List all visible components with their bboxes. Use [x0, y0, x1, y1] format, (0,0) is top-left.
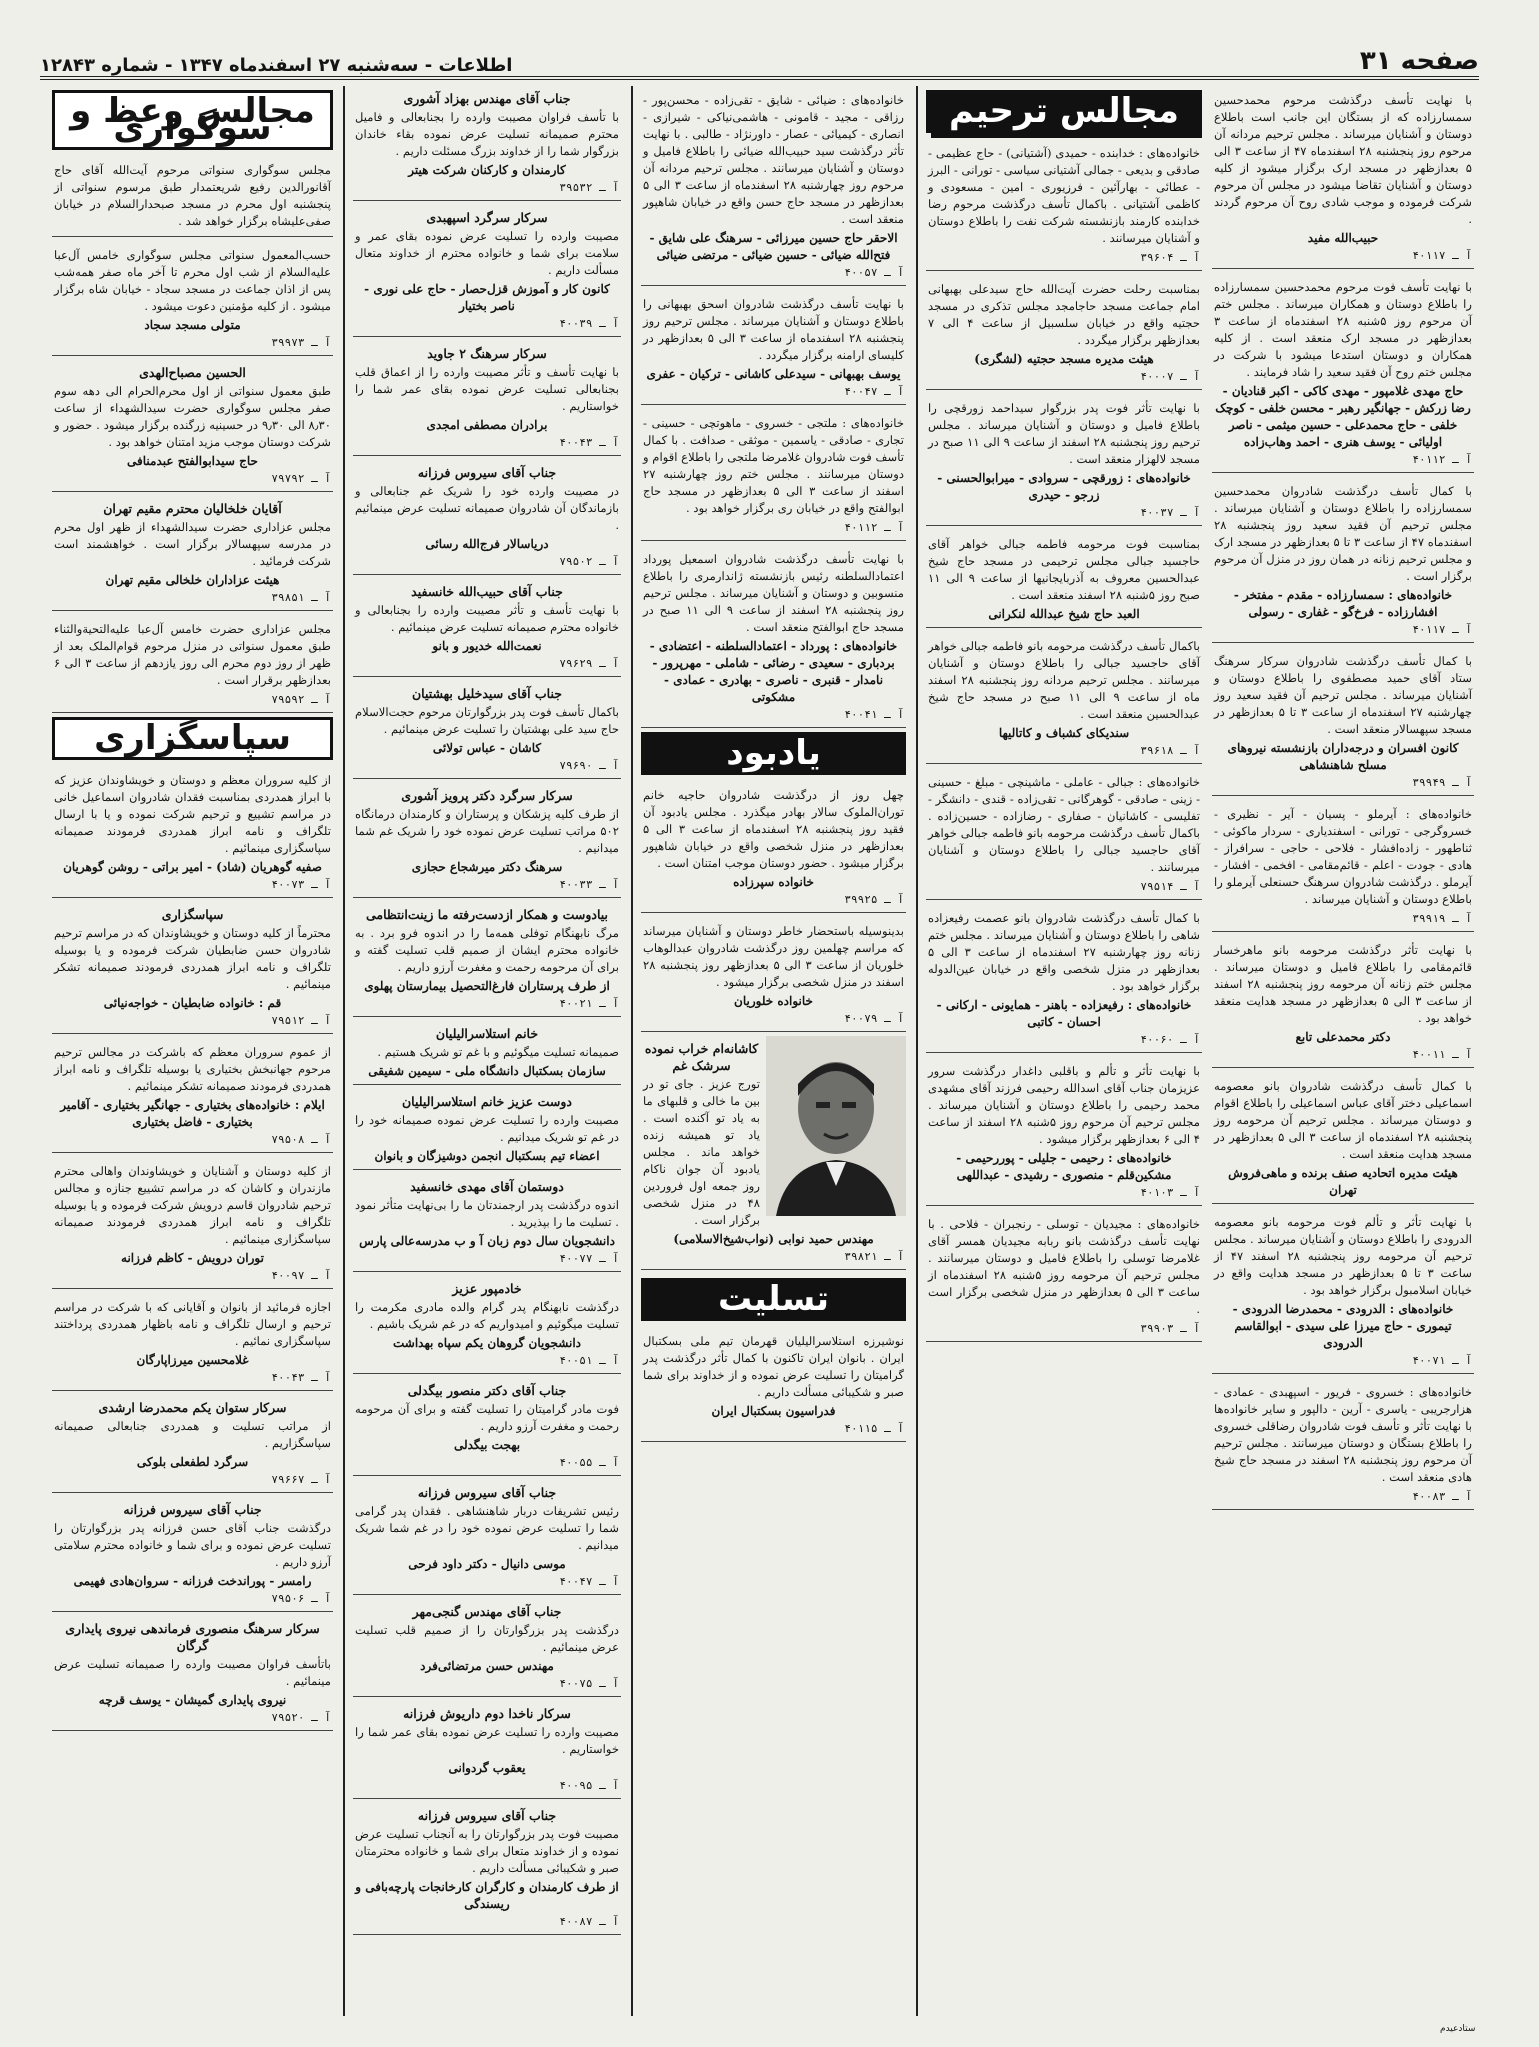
notice-body: با کمال تأسف درگذشت شادروان بانو معصومه اسماعیلی دختر آقای عباس اسماعیلی را باطلاع اقوام و دوستان میرساند . مجلس ترحیم آن مرحومه روز پنجشنبه ۲۸ اسفندماه از ساعت ۳ الی ۵ بعدازظهر در مسجد هدایت منعقد است . [1214, 1079, 1473, 1161]
section-banner-yadbud: یادبود [641, 732, 906, 775]
notice [52, 1497, 333, 1612]
notice-signature: صفیه گوهریان (شاد) - امیر براتی - روشن گوهریان [63, 860, 322, 874]
notice-code: آ ـ ۴۰۰۴۷ [844, 385, 904, 398]
notice [353, 205, 621, 337]
notice-title: دوستمان آقای مهدی خانسفید [410, 1179, 564, 1194]
notice-body: با نهایت تأسف درگذشت شادروان اسحق بهبهانی را باطلاع دوستان و آشنایان میرساند . مجلس ترحیم روز پنجشنبه ۲۸ اسفندماه از ساعت ۳ الی ۵ بعدازظهر در کلیسای ارامنه برگزار میگردد . [643, 297, 905, 362]
notice-code: آ ـ ۴۰۰۳۷ [1140, 506, 1200, 519]
column-4 [353, 86, 621, 2016]
notice [1212, 1072, 1474, 1204]
notice-title: کاشانه‌ام خراب نموده سرشک غم [644, 1041, 759, 1073]
notice-code: آ ـ ۳۹۵۳۲ [559, 181, 619, 194]
notice-signature: العبد حاج شیخ عبدالله لنکرانی [988, 607, 1140, 621]
notice-title: بیادوست و همکار ازدست‌رفته ما زینت‌انتظامی [365, 907, 609, 922]
memorial-portrait [766, 1036, 906, 1216]
notice [353, 86, 621, 201]
notice-signature: کانون افسران و درجه‌داران بازنشسته نیروهای مسلح شاهنشاهی [1227, 741, 1459, 772]
notice-signature: از طرف پرستاران فارغ‌التحصیل بیمارستان پهلوی [364, 979, 610, 993]
notice [52, 156, 333, 237]
notice-signature: فدراسیون بسکتبال ایران [711, 1404, 836, 1418]
notice-signature: هیئت مدیره اتحادیه صنف برنده و ماهی‌فروش تهران [1228, 1166, 1458, 1197]
notice [926, 139, 1202, 271]
notice-body: حسب‌المعمول سنواتی مجلس سوگواری خامس آل‌عبا علیه‌السلام از شب اول محرم تا آخر ماه صفر همه‌شب پس از اذان جماعت در مسجد سجاد - خیابان شاه برگزار میشود . از کلیه مؤمنین دعوت میشود . [54, 248, 331, 313]
notice [353, 1803, 621, 1935]
column-rule [343, 86, 345, 2016]
notice-signature: سازمان بسکتبال دانشگاه ملی - سیمین شفیقی [368, 1064, 606, 1078]
notice [353, 1378, 621, 1476]
notice-code: آ ـ ۴۰۰۶۰ [1140, 1033, 1200, 1046]
notice-title: الحسین مصباح‌الهدی [139, 365, 246, 380]
notice [353, 1480, 621, 1595]
notice-code: آ ـ ۴۰۰۳۳ [559, 878, 619, 891]
notice-body: با نهایت تأثر و تألم و باقلبی داغدار درگذشت سرور عزیزمان جناب آقای اسدالله رحیمی فرزند آقای مشهدی محمد رحیمی را باطلاع دوستان و آشنایان میرساند . مجلس ترحیم آن مرحوم روز ۵شنبه ۲۸ اسفند از ساعت ۴ الی ۶ بعدازظهر برگزار میشود . [928, 1064, 1201, 1146]
notice-title: سرکار سرگرد دکتر پرویز آشوری [401, 788, 573, 803]
notice-body: با نهایت تأثر و تألم فوت مرحومه بانو معصومه الدرودی را باطلاع دوستان و آشنایان میرساند . مجلس ترحیم آن مرحومه روز پنجشنبه ۲۸ اسفند ۴۷ از ساعت ۳ تا ۵ بعدازظهر در مسجد هدایت واقع در خیابان اسلامبول برگزار خواهد بود . [1214, 1215, 1473, 1297]
notice-signature: خانواده‌های : سمسارزاده - مقدم - مفتخر - افشارزاده - فرخ‌گو - غفاری - رسولی [1233, 588, 1453, 619]
notice-signature: موسی دانیال - دکتر داود فرحی [408, 1557, 566, 1571]
notice-code: آ ـ ۷۹۶۲۹ [559, 657, 619, 670]
notice [52, 1157, 333, 1289]
notice [353, 1701, 621, 1799]
notice-code: آ ـ ۷۹۶۹۰ [559, 759, 619, 772]
notice-signature: یوسف بهبهانی - سیدعلی کاشانی - ترکیان - عفری [646, 367, 901, 381]
notice-title: خادمپور عزیز [452, 1281, 522, 1296]
notice [52, 496, 333, 611]
notice-title: جناب آقای سیروس فرزانه [417, 1485, 557, 1500]
column-1 [1212, 86, 1474, 2016]
column-3-notices [641, 86, 906, 728]
notice-title: سرکار سرهنگ منصوری فرماندهی نیروی پایداری گرگان [65, 1621, 320, 1653]
notice-signature: از طرف کارمندان و کارگران کارخانجات پارچه‌بافی و ریسندگی [355, 1880, 619, 1911]
notice-code: آ ـ ۴۰۰۷۵ [559, 1677, 619, 1690]
notice-title: جناب آقای مهندس گنجی‌مهر [412, 1604, 562, 1619]
notice-body: خانواده‌های : مجیدیان - توسلی - رنجبران - فلاحی . با نهایت تأسف درگذشت بانو ربابه مجیدیان همسر آقای غلامرضا توسلی را باطلاع فامیل و دوستان میرسانند . مجلس ترحیم آن مرحومه روز ۵شنبه ۲۸ اسفندماه از ساعت ۳ الی ۵ بعدازظهر در منزل شخصی برگزار است . [928, 1217, 1201, 1316]
notice [52, 241, 333, 356]
notice-signature: خانواده‌های : الدرودی - محمدرضا الدرودی - تیموری - حاج میرزا علی سیدی - ابوالقاسم الدرودی [1232, 1302, 1454, 1350]
notice-signature: توران درویش - کاظم فرزانه [121, 1251, 264, 1265]
notice-title: جناب آقای سیدخلیل بهشتیان [411, 686, 562, 701]
notice-body: اجازه فرمائید از بانوان و آقایانی که با شرکت در مراسم ترحیم و ارسال تلگراف و نامه باظهار همدردی پرداختند سپاسگزاری نمائیم . [54, 1300, 331, 1348]
notice-body: باکمال تأسف فوت پدر بزرگوارتان مرحوم حجت‌الاسلام حاج سید علی بهشتیان را تسلیت عرض مینمائیم . [355, 705, 619, 736]
notice-code: آ ـ ۷۹۶۶۷ [271, 1473, 331, 1486]
notice [1212, 86, 1474, 269]
column-5-notices-b [52, 766, 333, 1731]
notice [52, 1616, 333, 1731]
notice-body: بمناسبت رحلت حضرت آیت‌الله حاج سیدعلی بهبهانی امام جماعت مسجد حاجامجد مجلس تذکری در مسجد حجتیه واقع در خیابان سلسبیل از ساعت ۴ الی ۷ بعدازظهر برگزار میگردد . [928, 282, 1201, 347]
notice [52, 615, 333, 713]
notice-body: با نهایت تأثر فوت پدر بزرگوار سیداحمد زورقچی را باطلاع فامیل و دوستان و آشنایان میرساند . مجلس ترحیم روز پنجشنبه ۲۸ اسفند از ساعت ۹ الی ۱۱ صبح در مسجد لالهزار منعقد است . [928, 401, 1201, 466]
notice-signature: هیئت مدیره مسجد حجتیه (لشگری) [974, 352, 1154, 366]
notice-title: جناب آقای سیروس فرزانه [417, 465, 557, 480]
notice-body: با نهایت تأثر درگذشت مرحومه بانو ماهرخسار قائم‌مقامی را باطلاع فامیل و دوستان میرساند . مجلس ختم زنانه آن مرحومه روز پنجشنبه ۲۸ اسفند از ساعت ۳ الی ۵ بعدازظهر در مسجد هدایت منعقد خواهد بود . [1214, 943, 1472, 1025]
notice [353, 579, 621, 677]
notice-body: رئیس تشریفات دربار شاهنشاهی . فقدان پدر گرامی شما را تسلیت عرض نموده خود را در غم شما شریک میدانیم . [355, 1504, 619, 1552]
notice-body: اندوه درگذشت پدر ارجمندتان ما را بی‌نهایت متأثر نمود . تسلیت ما را بپذیرید . [355, 1198, 619, 1229]
notice [641, 86, 906, 286]
notice-title: سرکار سرهنگ ۲ جاوید [427, 346, 547, 361]
notice-code: آ ـ ۴۰۰۴۳ [559, 436, 619, 449]
notice [926, 1210, 1202, 1342]
footer-mark: ستادعیدم [1440, 2024, 1476, 2034]
notice-title: جناب آقای سیروس فرزانه [123, 1502, 262, 1517]
notice [353, 460, 621, 575]
notice-signature: حبیب‌الله مفید [1307, 231, 1379, 245]
notice-signature: حاج مهدی غلامپور - مهدی کاکی - اکبر قنادیان - رضا زرکش - جهانگیر رهبر - محسن خلفی - کوچک خلفی - حاج محمدعلی - حسین میثمی - ناصر اولیائی - یوسف هنری - احمد وهاب‌زاده [1215, 384, 1471, 449]
notice-signature: غلامحسین میرزاپارگان [136, 1353, 249, 1367]
notice-code: آ ـ ۴۰۰۲۱ [559, 997, 619, 1010]
notice [926, 632, 1202, 764]
notice-signature: الاحقر حاج حسین میرزائی - سرهنگ علی شایق - فتح‌الله ضیائی - حسین ضیائی - مرتضی ضیائی [649, 231, 898, 262]
notice-code: آ ـ ۳۹۸۵۱ [271, 591, 331, 604]
notice-title: دوست عزیز خانم استلاسرالیلیان [402, 1094, 572, 1109]
notice [926, 394, 1202, 526]
page-number: صفحه ۳۱ [1359, 46, 1479, 76]
notice-signature: کاشان - عباس تولائی [432, 741, 542, 755]
notice-body: از عموم سروران معظم که باشرکت در مجالس ترحیم مرحوم جهانبخش بختیاری یا بوسیله تلگراف و نامه ابراز همدردی فرمودند صمیمانه تشکر مینمائیم . [54, 1045, 331, 1093]
notice-code: آ ـ ۷۹۵۹۲ [271, 693, 331, 706]
notice-code: آ ـ ۷۹۵۰۲ [559, 555, 619, 568]
column-5 [52, 86, 333, 2016]
notice-code: آ ـ ۴۰۰۵۵ [559, 1456, 619, 1469]
notice-code: آ ـ ۴۰۰۵۷ [844, 266, 904, 279]
column-2 [926, 86, 1202, 2016]
notice-body: باتأسف فراوان مصیبت وارده را صمیمانه تسلیت عرض مینمائیم . [54, 1657, 331, 1688]
notice-body: با نهایت تأسف و تأثر مصیبت وارده را بجنابعالی و خانواده محترم صمیمانه تسلیت عرض مینمائیم . [355, 603, 619, 634]
notice-body: با نهایت تأسف درگذشت شادروان اسمعیل پورداد اعتمادالسلطنه رئیس بازنشسته ژاندارمری را باطلاع منسوبین و دوستان و آشنایان میرساند . مجلس ترحیم روز پنجشنبه ۲۸ اسفند از ساعت ۹ الی ۱۱ صبح در مسجد حاج ابوالفتح منعقد است . [643, 552, 905, 634]
notice-body: درگذشت پدر بزرگوارتان را از صمیم قلب تسلیت عرض مینمائیم . [355, 1623, 619, 1654]
notice-signature: کانون کار و آموزش قزل‌حصار - حاج علی نوری - ناصر بختیار [364, 282, 610, 313]
notice-code: آ ـ ۴۰۰۵۱ [559, 1354, 619, 1367]
notice-body: طبق معمول سنواتی از اول محرم‌الحرام الی دهه سوم صفر مجلس سوگواری حضرت سیدالشهداء از ساعت ۸٫۳۰ الی ۹٫۳۰ در حسینیه زرگنده برگزار میشود . حضور و شرکت دوستان موجب مزید امتنان خواهد بود . [54, 384, 331, 449]
notice [52, 1395, 333, 1493]
notice [641, 290, 906, 405]
notice-body: بمناسبت فوت مرحومه فاطمه جبالی خواهر آقای حاجسید جبالی مجلس ترحیمی در مسجد حاج شیخ عبدالحسین معروف به آذربایجانیها از ساعت ۹ الی ۱۱ صبح روز ۵شنبه ۲۸ اسفند منعقد است . [928, 537, 1200, 602]
notice-code: آ ـ ۳۹۹۲۵ [844, 893, 904, 906]
notice-signature: رامسر - پوراندخت فرزانه - سروان‌هادی فهیمی [73, 1574, 312, 1588]
notice [926, 530, 1202, 628]
notice [926, 1057, 1202, 1206]
notice [1212, 477, 1474, 643]
notice-code: آ ـ ۷۹۵۱۲ [271, 1014, 331, 1027]
notice-body: با کمال تأسف درگذشت شادروان بانو عصمت رفیعزاده شاهی را باطلاع دوستان و آشنایان میرساند . مجلس ختم زنانه روز چهارشنبه ۲۷ اسفندماه از ساعت ۳ الی ۵ بعدازظهر در منزل شخصی واقع در خیابان عین‌الدوله برگزار خواهد بود . [928, 911, 1201, 993]
notice [641, 781, 906, 913]
column-rule [631, 86, 633, 2016]
notice-body: خانواده‌های : ملتجی - خسروی - ماهوتچی - حسینی - تجاری - صادقی - یاسمین - موثقی - صدافت . با کمال تأسف فوت شادروان غلامرضا ملتجی را باطلاع اقوام و دوستان میرسانند . مجلس ختم روز چهارشنبه ۲۷ اسفند از ساعت ۳ الی ۵ بعدازظهر در مسجد حاج ابوالفتح واقع در خیابان ری برگزار خواهد بود . [643, 416, 904, 515]
notice [353, 1599, 621, 1697]
notice [1212, 1208, 1474, 1374]
notice-signature: مهندس حسن مرتضائی‌فرد [420, 1659, 554, 1673]
notice-code: آ ـ ۴۰۰۱۱ [1412, 1048, 1472, 1061]
notice-signature: بهجت بیگدلی [453, 1438, 521, 1452]
notice-body: مجلس سوگواری سنواتی مرحوم آیت‌الله آقای حاج آقانورالدین رفیع شریعتمدار طبق مرسوم سنواتی از پنجشنبه اول محرم در مسجد صبحدارالسلام در خیابان صفی‌علیشاه برگزار خواهد شد . [54, 163, 331, 228]
memorial-photo-block [641, 1036, 906, 1274]
notice-signature: حاج سیدابوالفتح عبدمنافی [127, 454, 258, 468]
notice-title: آقایان خلخالیان محترم مقیم تهران [103, 501, 282, 516]
notice [353, 902, 621, 1017]
notice-code: آ ـ ۴۰۰۰۷ [1140, 370, 1200, 383]
notice-signature: سرگرد لطفعلی بلوکی [136, 1455, 249, 1469]
notice-title: جناب آقای سیروس فرزانه [417, 1808, 557, 1823]
notice-signature: یعقوب گردوانی [448, 1761, 526, 1775]
notice [52, 902, 333, 1034]
notice-body: بدینوسیله باستحضار خاطر دوستان و آشنایان میرساند که مراسم چهلمین روز درگذشت شادروان عبدالوهاب خلوریان از ساعت ۳ الی ۵ بعدازظهر روز پنجشنبه ۲۸ اسفند در منزل شخصی برگزار میشود . [643, 924, 904, 989]
notice-title: سرکار ناخدا دوم داریوش فرزانه [403, 1706, 571, 1721]
notice-signature: متولی مسجد سجاد [144, 318, 241, 332]
notice-body: مصیبت وارده را تسلیت عرض نموده بقای عمر شما را خواستاریم . [355, 1725, 619, 1756]
notice-code: آ ـ ۴۰۰۳۹ [559, 317, 619, 330]
notice-title: سپاسگزاری [161, 907, 224, 922]
notice-body: از کلیه سروران معظم و دوستان و خویشاوندان عزیز که با ابراز همدردی بمناسبت فقدان شادروان اسماعیل خانی در مراسم تشییع و ترحیم شرکت نموده و یا با ارسال تلگراف و نامه ابراز همدردی فرمودند صمیمانه سپاسگزاری مینمائیم . [54, 773, 331, 855]
notice [1212, 1378, 1474, 1510]
notice-code: آ ـ ۴۰۰۴۱ [844, 708, 904, 721]
notice-signature: خانواده سپرزاده [733, 875, 814, 889]
notice-code: آ ـ ۳۹۸۲۱ [844, 1250, 904, 1263]
notice-body: تورج عزیز . جای تو در بین ما خالی و قلبهای ما به یاد تو آکنده است . یاد تو همیشه زنده خواهد ماند . مجلس یادبود آن جوان ناکام روز جمعه اول فروردین ۴۸ در منزل شخصی برگزار است . [643, 1077, 760, 1227]
section-banner-sepas: سپاسگزاری [52, 717, 333, 760]
page-header [40, 40, 1479, 80]
notice-body: با کمال تأسف درگذشت شادروان سرکار سرهنگ ستاد آقای حمید مصطفوی را باطلاع دوستان و آشنایان میرساند . مجلس ترحیم آن فقید سعید روز چهارشنبه ۲۷ اسفندماه از ساعت ۳ تا ۵ بعدازظهر در مسجد سپهسالار منعقد است . [1214, 654, 1472, 736]
column-3-notices-c [641, 1327, 906, 1442]
notice-title: سرکار ستوان یکم محمدرضا ارشدی [98, 1400, 287, 1415]
notice-body: با نهایت تأسف فوت مرحوم محمدحسین سمسارزاده را باطلاع دوستان و همکاران میرساند . مجلس ختم آن مرحوم روز ۵شنبه ۲۸ اسفندماه از ساعت ۳ بعدازظهر در مسجد ارک منعقد است . از کلیه همکاران و دوستان استدعا میشود با شرکت در مجلس ختم روح آن فقید سعید را شاد فرمایند . [1214, 280, 1472, 379]
notice-body: از مراتب تسلیت و همدردی جنابعالی صمیمانه سپاسگزاریم . [54, 1419, 331, 1450]
notice-code: آ ـ ۷۹۷۹۲ [271, 472, 331, 485]
notice-body: خانواده‌های : جبالی - عاملی - ماشینچی - مبلغ - حسینی - زینی - صادقی - گوهرگانی - تقی‌زاده - قندی - دانشگر - تفلیسی - کاشانیان - صفاری - رضازاده - حسین‌زاده . باکمال تأسف درگذشت مرحومه بانو فاطمه جبالی خواهر آقای حاجسید جبالی را باطلاع دوستان و آشنایان میرسانند . [928, 775, 1200, 874]
column-1-notices [1212, 86, 1474, 1510]
notice-body: صمیمانه تسلیت میگوئیم و با غم تو شریک هستیم . [377, 1045, 619, 1059]
notice-signature: خانواده‌های : رحیمی - جلیلی - پوررحیمی - مشکین‌قلم - منصوری - رشیدی - عبداللهی [956, 1151, 1172, 1182]
notice [353, 1089, 621, 1170]
notice-body: مصیبت وارده را تسلیت عرض نموده بقای عمر و سلامت برای شما و خانواده محترم از خداوند متعال مسألت داریم . [355, 229, 619, 277]
notice-code: آ ـ ۳۹۹۴۹ [1412, 776, 1472, 789]
notice-signature: خانواده خلوریان [734, 994, 813, 1008]
notice-signature: دکتر محمدعلی تابع [1295, 1030, 1391, 1044]
section-banner-tarhim: مجالس ترحیم [926, 90, 1202, 133]
notice [1212, 936, 1474, 1068]
notice-body: با نهایت تأسف درگذشت مرحوم محمدحسین سمسارزاده که از بستگان این جانب است باطلاع دوستان و آشنایان میرساند . مجلس ترحیم مردانه آن مرحوم روز پنجشنبه ۲۸ اسفندماه ۴۷ از ساعت ۳ الی ۵ بعدازظهر در مسجد ارک برگزار میشود از کلیه دوستان و آشنایان تقاضا میشود در مجلس آن مرحوم شرکت فرموده و موجب شادی روح آن مرحوم گردند . [1214, 93, 1472, 226]
notice-body: مصیبت وارده را تسلیت عرض نموده صمیمانه خود را در غم تو شریک میدانیم . [355, 1113, 619, 1144]
notice-body: باکمال تأسف درگذشت مرحومه بانو فاطمه جبالی خواهر آقای حاجسید جبالی را باطلاع دوستان و آشنایان میرسانند . مجلس ترحیم مردانه روز پنجشنبه ۲۸ اسفند ماه از ساعت ۹ الی ۱۱ صبح در مسجد حاج شیخ عبدالحسین منعقد است . [928, 639, 1200, 721]
notice-code: آ ـ ۴۰۱۱۲ [844, 521, 904, 534]
notice [926, 904, 1202, 1053]
notice-code: آ ـ ۴۰۱۱۵ [844, 1422, 904, 1435]
notice-signature: خانواده‌های : پورداد - اعتمادالسلطنه - اعتضادی - بردباری - سعیدی - رضائی - شاملی - مهرپرور - نامدار - قنبری - ناصری - بهادری - عمادی - مشکوتی [649, 639, 898, 704]
notice [353, 1276, 621, 1374]
notice-code: آ ـ ۴۰۰۷۳ [271, 878, 331, 891]
notice-body: در مصیبت وارده خود را شریک غم جنابعالی و بازماندگان آن شادروان صمیمانه تسلیت عرض مینمائیم . [355, 484, 619, 532]
notice-code: آ ـ ۳۹۹۱۹ [1412, 912, 1472, 925]
notice-code: آ ـ ۷۹۵۰۶ [271, 1592, 331, 1605]
notice [52, 766, 333, 898]
notice-title: سرکار سرگرد اسپهبدی [426, 210, 548, 225]
notice [353, 783, 621, 898]
notice-signature: کارمندان و کارکنان شرکت هیتر [408, 163, 566, 177]
notice-body: چهل روز از درگذشت شادروان حاجیه خانم توران‌الملوک سالار بهادر میگذرد . مجلس یادبود آن فقید روز پنجشنبه ۲۸ اسفندماه از ساعت ۳ الی ۵ بعدازظهر در منزل شخصی واقع در خیابان شاهپور برگزار میشود . حضور دوستان موجب امتنان است . [643, 788, 905, 870]
notice-signature: نیروی پایداری گمیشان - یوسف قرچه [98, 1693, 287, 1707]
notice-code: آ ـ ۴۰۱۱۷ [1412, 623, 1472, 636]
column-3-notices-b [641, 781, 906, 1032]
notice-title: خانم استلاسرالیلیان [435, 1026, 539, 1041]
issue-info: اطلاعات - سه‌شنبه ۲۷ اسفندماه ۱۳۴۷ - شماره ۱۲۸۴۳ [40, 55, 513, 76]
notice-code: آ ـ ۷۹۵۱۴ [1140, 880, 1200, 893]
notice-code: آ ـ ۴۰۰۹۷ [271, 1269, 331, 1282]
notice-body: از طرف کلیه پزشکان و پرستاران و کارمندان درمانگاه ۵۰۲ مراتب تسلیت عرض نموده خود را شریک غم شما میدانیم . [355, 807, 619, 855]
notice-signature: هیئت عزاداران خلخالی مقیم تهران [105, 573, 280, 587]
notice-signature: خانواده‌های : رفیعزاده - باهنر - همایونی - ارکانی - احسان - کاتبی [936, 998, 1192, 1029]
notice [353, 341, 621, 456]
column-5-notices [52, 156, 333, 713]
notice-body: با کمال تأسف درگذشت شادروان محمدحسین سمسارزاده را باطلاع دوستان و آشنایان میرساند . مجلس ترحیم آن فقید سعید روز پنجشنبه ۲۸ اسفندماه ۴۷ از ساعت ۳ تا ۵ بعدازظهر در مسجد ارک و مجلس ترحیم زنانه در همان روز در منزل آن مرحوم برگزار است . [1214, 484, 1472, 583]
notice-body: مجلس عزاداری حضرت سیدالشهداء از ظهر اول محرم در مدرسه سپهسالار برگزار است . خواهشمند است شرکت فرمائید . [54, 520, 331, 568]
notice-code: آ ـ ۳۹۹۷۳ [271, 336, 331, 349]
notice-signature: دانشجویان سال دوم زبان آ و ب مدرسه‌عالی پارس [359, 1234, 615, 1248]
notice [52, 1293, 333, 1391]
notice-signature: مهندس حمید نوابی (نواب‌شیخ‌الاسلامی) [673, 1232, 874, 1246]
notice-body: فوت مادر گرامیتان را تسلیت گفته و برای آن مرحومه رحمت و مغفرت آرزو داریم . [355, 1402, 619, 1433]
notice-code: آ ـ ۴۰۰۷۹ [844, 1012, 904, 1025]
column-4-notices [353, 86, 621, 1935]
column-2-notices [926, 139, 1202, 1342]
notice-body: نوشیرزه استلاسرالیلیان قهرمان تیم ملی بسکتبال ایران . بانوان ایران تاکنون با کمال تأثر درگذشت پدر گرامیتان را تسلیت عرض نموده و از خداوند برای شما صبر و شکیبائی مسألت داریم . [643, 1334, 904, 1399]
notice [1212, 800, 1474, 932]
notice-body: خانواده‌های : خسروی - فریور - اسپهبدی - عمادی - هزارجریبی - یاسری - آرین - دالپور و سایر خانواده‌ها با نهایت تأثر و تأسف فوت شادروان رضاقلی خسروی را باطلاع بستگان و دوستان میرسانند . مجلس ترحیم آن مرحوم روز پنجشنبه ۲۸ اسفند در مسجد حاج شیخ هادی منعقد است . [1214, 1385, 1472, 1484]
notice [1212, 647, 1474, 796]
notice-signature: سرهنگ دکتر میرشجاع حجازی [411, 860, 563, 874]
notice [353, 1021, 621, 1085]
notice-signature: سندیکای کشباف و کاتالیها [998, 726, 1130, 740]
notice-code: آ ـ ۴۰۱۱۷ [1412, 249, 1472, 262]
notice-code: آ ـ ۴۰۱۰۳ [1140, 1186, 1200, 1199]
notice-signature: نعمت‌الله خدیور و بانو [432, 639, 542, 653]
notice-body: مجلس عزاداری حضرت خامس آل‌عبا علیه‌التحیة‌والثناء طبق معمول سنواتی در منزل مرحوم قوام‌الملک بعد از ظهر از روز دوم محرم الی روز یازدهم از ساعت ۳ الی ۶ بعدازظهر برقرار است . [54, 622, 331, 687]
notice-code: آ ـ ۳۹۶۰۴ [1140, 251, 1200, 264]
notice-body: درگذشت جناب آقای حسن فرزانه پدر بزرگوارتان را تسلیت عرض نموده و برای شما و خانواده محترم سلامتی آرزو داریم . [54, 1521, 331, 1569]
notice-code: آ ـ ۴۰۰۷۱ [1412, 1354, 1472, 1367]
notice-title: جناب آقای حبیب‌الله خانسفید [411, 584, 563, 599]
notice-title: جناب آقای مهندس بهزاد آشوری [403, 91, 571, 106]
notice-code: آ ـ ۴۰۰۸۳ [1412, 1490, 1472, 1503]
notice-body: مرگ نابهنگام توفلی همه‌ما را در اندوه فرو برد . به خانواده محترم ایشان از صمیم قلب تسلیت گفته و برای آن مرحومه رحمت و مغفرت آرزو داریم . [355, 926, 619, 974]
notice-body: مصیبت فوت پدر بزرگوارتان را به آنجناب تسلیت عرض نموده و از خداوند متعال برای شما و خانواده محترمتان صبر و شکیبائی مسألت داریم . [355, 1827, 619, 1875]
notice-code: آ ـ ۴۰۰۸۷ [559, 1915, 619, 1928]
notice [52, 1038, 333, 1153]
notice-body: از کلیه دوستان و آشنایان و خویشاوندان واهالی محترم مازندران و کاشان که در مراسم تشییع جنازه و مجالس ترحیم شادروان قاسم درویش شرکت فرموده و یا بوسیله تلگراف و نامه ابراز همدردی فرمودند صمیمانه سپاسگزاری مینمائیم . [54, 1164, 331, 1246]
column-3 [641, 86, 906, 2016]
notice-body: با تأسف فراوان مصیبت وارده را بجنابعالی و فامیل محترم صمیمانه تسلیت عرض نموده بقاء خاندان بزرگوار شما را از خداوند بزرگ مسئلت داریم . [355, 110, 619, 158]
notice [641, 1327, 906, 1442]
notice-code: آ ـ ۴۰۱۱۲ [1412, 453, 1472, 466]
notice-signature: ایلام : خانواده‌های بختیاری - جهانگیر بختیاری - آقامیر بختیاری - فاضل بختیاری [60, 1098, 325, 1129]
notice-code: آ ـ ۳۹۶۱۸ [1140, 744, 1200, 757]
section-banner-vaz: مجالس وعظ و سوگواری [52, 90, 333, 150]
column-rule [916, 86, 918, 2016]
notice-code: آ ـ ۴۰۰۹۵ [559, 1779, 619, 1792]
section-banner-tasliyat: تسلیت [641, 1278, 906, 1321]
notice-title: جناب آقای دکتر منصور بیگدلی [407, 1383, 567, 1398]
notice [926, 275, 1202, 390]
notice-code: آ ـ ۴۰۰۴۳ [271, 1371, 331, 1384]
notice-code: آ ـ ۴۰۰۴۷ [559, 1575, 619, 1588]
notice-signature: قم : خانواده ضابطیان - خواجه‌نیائی [103, 996, 282, 1010]
notice [52, 360, 333, 492]
notice-code: آ ـ ۷۹۵۰۸ [271, 1133, 331, 1146]
notice-signature: برادران مصطفی امجدی [426, 418, 548, 432]
notice [353, 1174, 621, 1272]
notice-signature: دانشجویان گروهان یکم سپاه بهداشت [392, 1336, 582, 1350]
notice-body: محترماً از کلیه دوستان و خویشاوندان که در مراسم ترحیم شادروان حسن ضابطیان شرکت فرموده و یا بوسیله تلگراف و نامه ابراز همدردی فرمودند صمیمانه تشکر مینمائیم . [54, 926, 331, 991]
notice-signature: خانواده‌های : زورقچی - سروادی - میرابوالحسنی - زرجو - حیدری [937, 471, 1191, 502]
notice-body: خانواده‌های : ضیائی - شایق - تقی‌زاده - محسن‌پور - رزاقی - مجید - قامونی - هاشمی‌نیاکی - شیرازی - انصاری - کیمیائی - عصار - داورنژاد - طالبی . با نهایت تأثر درگذشت سید حبیب‌الله ضیائی را باطلاع فامیل و دوستان و آشنایان میرسانند . مجلس ترحیم مردانه آن مرحوم روز چهارشنبه ۲۸ اسفندماه از ساعت ۳ الی ۵ بعدازظهر در مسجد حاج حسن واقع در خیابان شاهپور منعقد است . [643, 93, 904, 226]
notice-signature: دریاسالار فرج‌الله رسائی [425, 537, 549, 551]
notice-body: با نهایت تأسف و تأثر مصیبت وارده را از اعماق قلب بجنابعالی تسلیت عرض نموده بقای عمر شما را خواستاریم . [355, 365, 619, 413]
notice-body: درگذشت نابهنگام پدر گرام والده مادری مکرمت را تسلیت میگوئیم و امیدواریم که در غم شریک باشیم . [355, 1300, 619, 1331]
notice [641, 409, 906, 541]
notice-body: خانواده‌های : خدابنده - حمیدی (آشتیانی) - حاج عظیمی - صادقی و بدیعی - جمالی آشتیانی سیاسی - تورانی - البرز - عطائی - بهارآئین - فرزیوری - امین - مسعودی و کاظمی آشتیانی . باکمال تأسف درگذشت مرحوم رضا خدابنده کارمند بازنشسته شرکت نفت را باطلاع دوستان و آشنایان میرسانند . [928, 146, 1200, 245]
notice-code: آ ـ ۳۹۹۰۳ [1140, 1322, 1200, 1335]
notice-body: خانواده‌های : آیرملو - پسیان - آیر - نظیری - خسروگرجی - تورانی - اسفندیاری - سردار ماکوئی - ثناطهور - زاده‌افشار - فلاحی - حاجی - سرافراز - هادی - جودت - اعلم - قائم‌مقامی - افخمی - افشار - آیرملو . درگذشت شادروان سرهنگ حسنعلی آیرملو را باطلاع دوستان و آشنایان میرساند . [1214, 807, 1472, 906]
notice-code: آ ـ ۷۹۵۲۰ [271, 1711, 331, 1724]
notice [641, 545, 906, 728]
notice [353, 681, 621, 779]
notice [641, 917, 906, 1032]
notice-signature: اعضاء تیم بسکتبال انجمن دوشیزگان و بانوان [374, 1149, 600, 1163]
notice [1212, 273, 1474, 473]
notice-code: آ ـ ۴۰۰۷۷ [559, 1252, 619, 1265]
notice [926, 768, 1202, 900]
